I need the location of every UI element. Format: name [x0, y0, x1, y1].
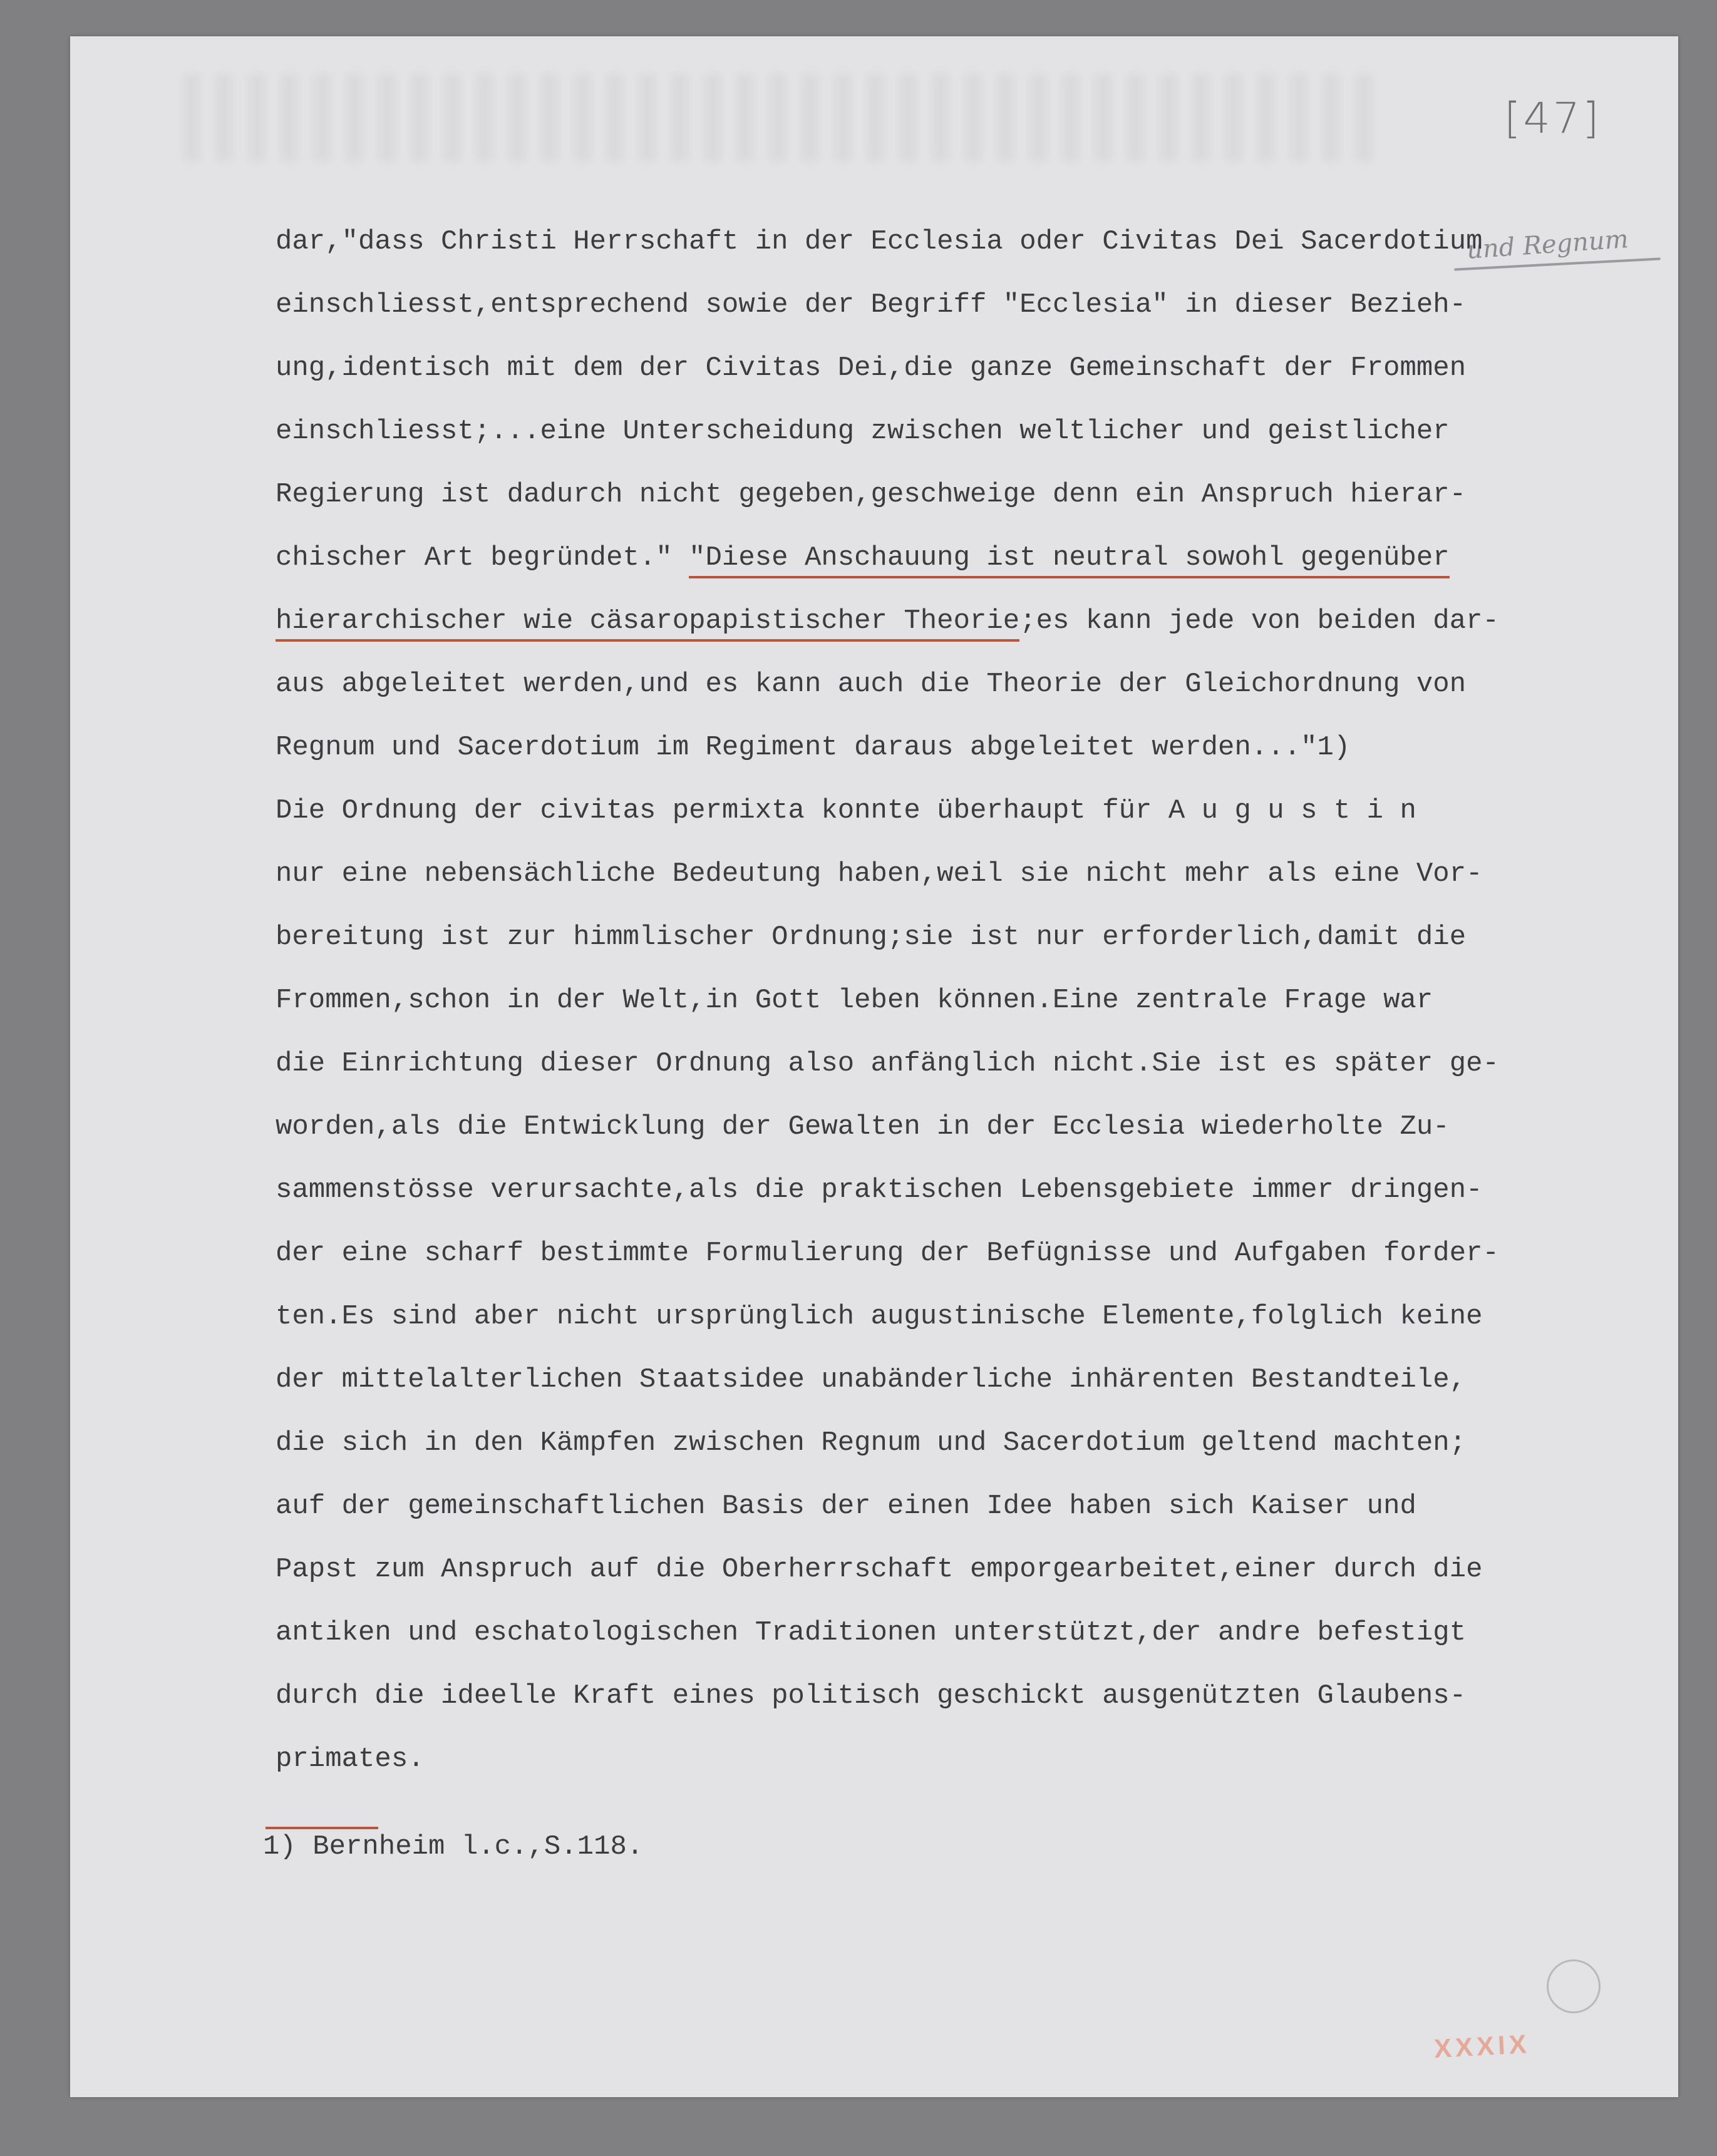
- footnote: 1) Bernheim l.c.,S.118.: [263, 1831, 644, 1862]
- text-span: ;es kann jede von beiden dar-: [1019, 605, 1499, 637]
- text-line: bereitung ist zur himmlischer Ordnung;sie ist nur erforderlich,damit die: [276, 921, 1467, 953]
- text-line: auf der gemeinschaftlichen Basis der einen Idee haben sich Kaiser und: [276, 1491, 1416, 1522]
- text-line-quote-start: [276, 544, 1678, 607]
- body-text: [276, 228, 1678, 1809]
- text-line: die sich in den Kämpfen zwischen Regnum und Sacerdotium geltend machten;: [276, 1427, 1467, 1459]
- page-number: [47]: [1504, 94, 1602, 143]
- text-line: dar,"dass Christi Herrschaft in der Ecclesia oder Civitas Dei Sacerdotium: [276, 226, 1483, 257]
- text-span: chischer Art begründet.": [276, 542, 689, 573]
- text-line: die Einrichtung dieser Ordnung also anfänglich nicht.Sie ist es später ge-: [276, 1048, 1499, 1079]
- text-line: primates.: [276, 1743, 425, 1775]
- margin-annotation: und Regnum: [1465, 225, 1629, 265]
- text-line: Frommen,schon in der Welt,in Gott leben können.Eine zentrale Frage war: [276, 985, 1433, 1016]
- text-line: der mittelalterlichen Staatsidee unabänderliche inhärenten Bestandteile,: [276, 1364, 1467, 1395]
- text-line: sammenstösse verursachte,als die praktischen Lebensgebiete immer dringen-: [276, 1174, 1483, 1206]
- text-line: der eine scharf bestimmte Formulierung der Befügnisse und Aufgaben forder-: [276, 1238, 1499, 1269]
- text-line-quote-end: [276, 607, 1678, 670]
- archive-stamp-circle: [1547, 1959, 1601, 2013]
- text-line: einschliesst;...eine Unterscheidung zwischen weltlicher und geistlicher: [276, 416, 1450, 447]
- text-line: aus abgeleitet werden,und es kann auch die Theorie der Gleichordnung von: [276, 669, 1467, 700]
- text-line: Regnum und Sacerdotium im Regiment daraus abgeleitet werden..."1): [276, 732, 1351, 763]
- show-through-text: [183, 74, 1373, 162]
- footnote-rule: [266, 1827, 378, 1829]
- text-line: durch die ideelle Kraft eines politisch geschickt ausgenützten Glaubens-: [276, 1680, 1467, 1712]
- text-line: Die Ordnung der civitas permixta konnte überhaupt für A u g u s t i n: [276, 795, 1416, 826]
- text-line: nur eine nebensächliche Bedeutung haben,weil sie nicht mehr als eine Vor-: [276, 858, 1483, 890]
- archive-stamp: XXXIX: [1433, 2029, 1531, 2063]
- text-line: antiken und eschatologischen Traditionen unterstützt,der andre befestigt: [276, 1617, 1467, 1648]
- text-line: ung,identisch mit dem der Civitas Dei,die ganze Gemeinschaft der Frommen: [276, 352, 1467, 384]
- text-line: worden,als die Entwicklung der Gewalten in der Ecclesia wiederholte Zu-: [276, 1111, 1450, 1142]
- underlined-quote: hierarchischer wie cäsaropapistischer Theorie: [276, 605, 1019, 642]
- text-line: ten.Es sind aber nicht ursprünglich augustinische Elemente,folglich keine: [276, 1301, 1483, 1332]
- text-line: einschliesst,entsprechend sowie der Begriff "Ecclesia" in dieser Bezieh-: [276, 289, 1467, 321]
- text-line: Regierung ist dadurch nicht gegeben,geschweige denn ein Anspruch hierar-: [276, 479, 1467, 510]
- text-line: Papst zum Anspruch auf die Oberherrschaft emporgearbeitet,einer durch die: [276, 1554, 1483, 1585]
- underlined-quote: "Diese Anschauung ist neutral sowohl gegenüber: [689, 542, 1450, 578]
